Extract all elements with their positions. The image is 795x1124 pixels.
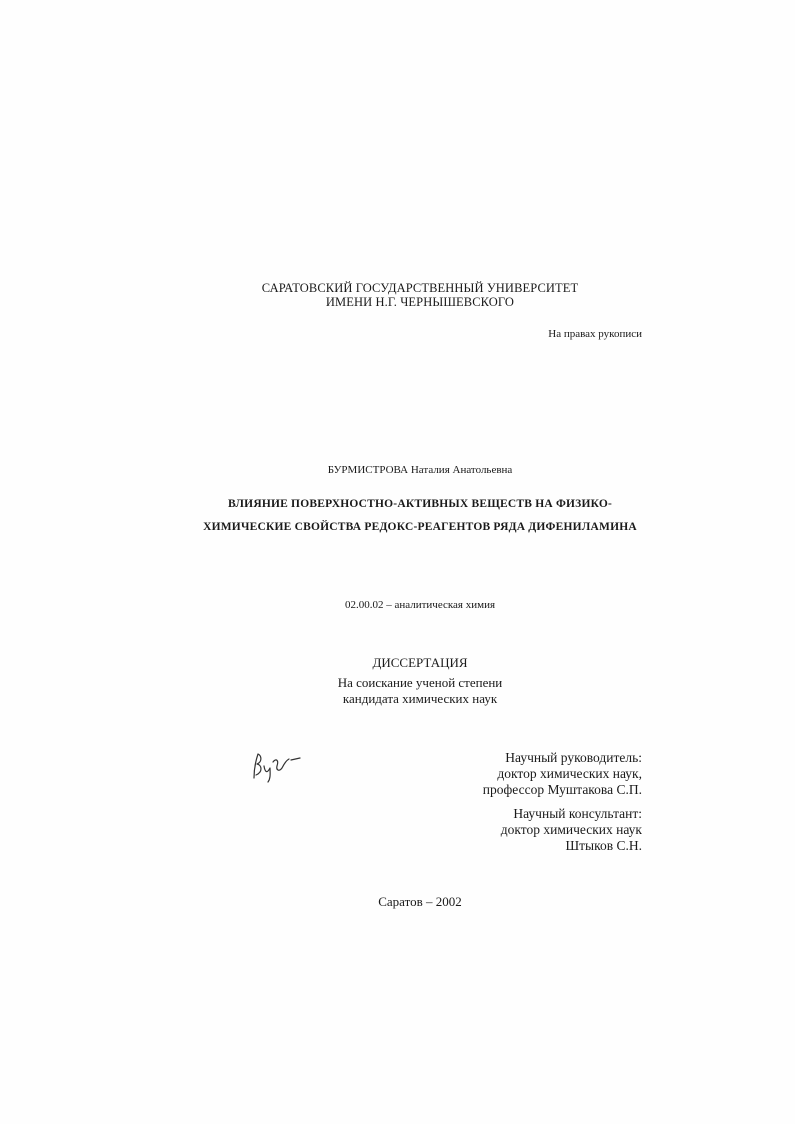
supervisor-block [400,750,642,798]
author-name: БУРМИСТРОВА Наталия Анатольевна [327,464,513,476]
supervisor-degree: доктор химических наук, [497,766,642,781]
degree-purpose-line1: На соискание ученой степени [337,675,503,690]
supervisor-name: профессор Муштакова С.П. [482,782,642,797]
university-name-line2: ИМЕНИ Н.Г. ЧЕРНЫШЕВСКОГО [325,295,515,309]
supervisor-role: Научный руководитель: [505,750,642,765]
consultant-name: Штыков С.Н. [565,838,642,853]
consultant-role: Научный консультант: [513,806,642,821]
specialty-code: 02.00.02 – аналитическая химия [344,599,496,611]
consultant-block [400,806,642,854]
handwritten-signature [248,748,304,788]
thesis-title-line1: ВЛИЯНИЕ ПОВЕРХНОСТНО-АКТИВНЫХ ВЕЩЕСТВ НА ФИЗИКО- [227,498,613,510]
dissertation-label: ДИССЕРТАЦИЯ [372,655,468,670]
thesis-title-line2: ХИМИЧЕСКИЕ СВОЙСТВА РЕДОКС-РЕАГЕНТОВ РЯДА ДИФЕНИЛАМИНА [203,521,637,533]
city-year: Саратов – 2002 [378,894,462,909]
manuscript-note: На правах рукописи [548,328,642,340]
consultant-degree: доктор химических наук [500,822,642,837]
university-name-line1: САРАТОВСКИЙ ГОСУДАРСТВЕННЫЙ УНИВЕРСИТЕТ [261,281,579,295]
degree-purpose-line2: кандидата химических наук [342,691,498,706]
